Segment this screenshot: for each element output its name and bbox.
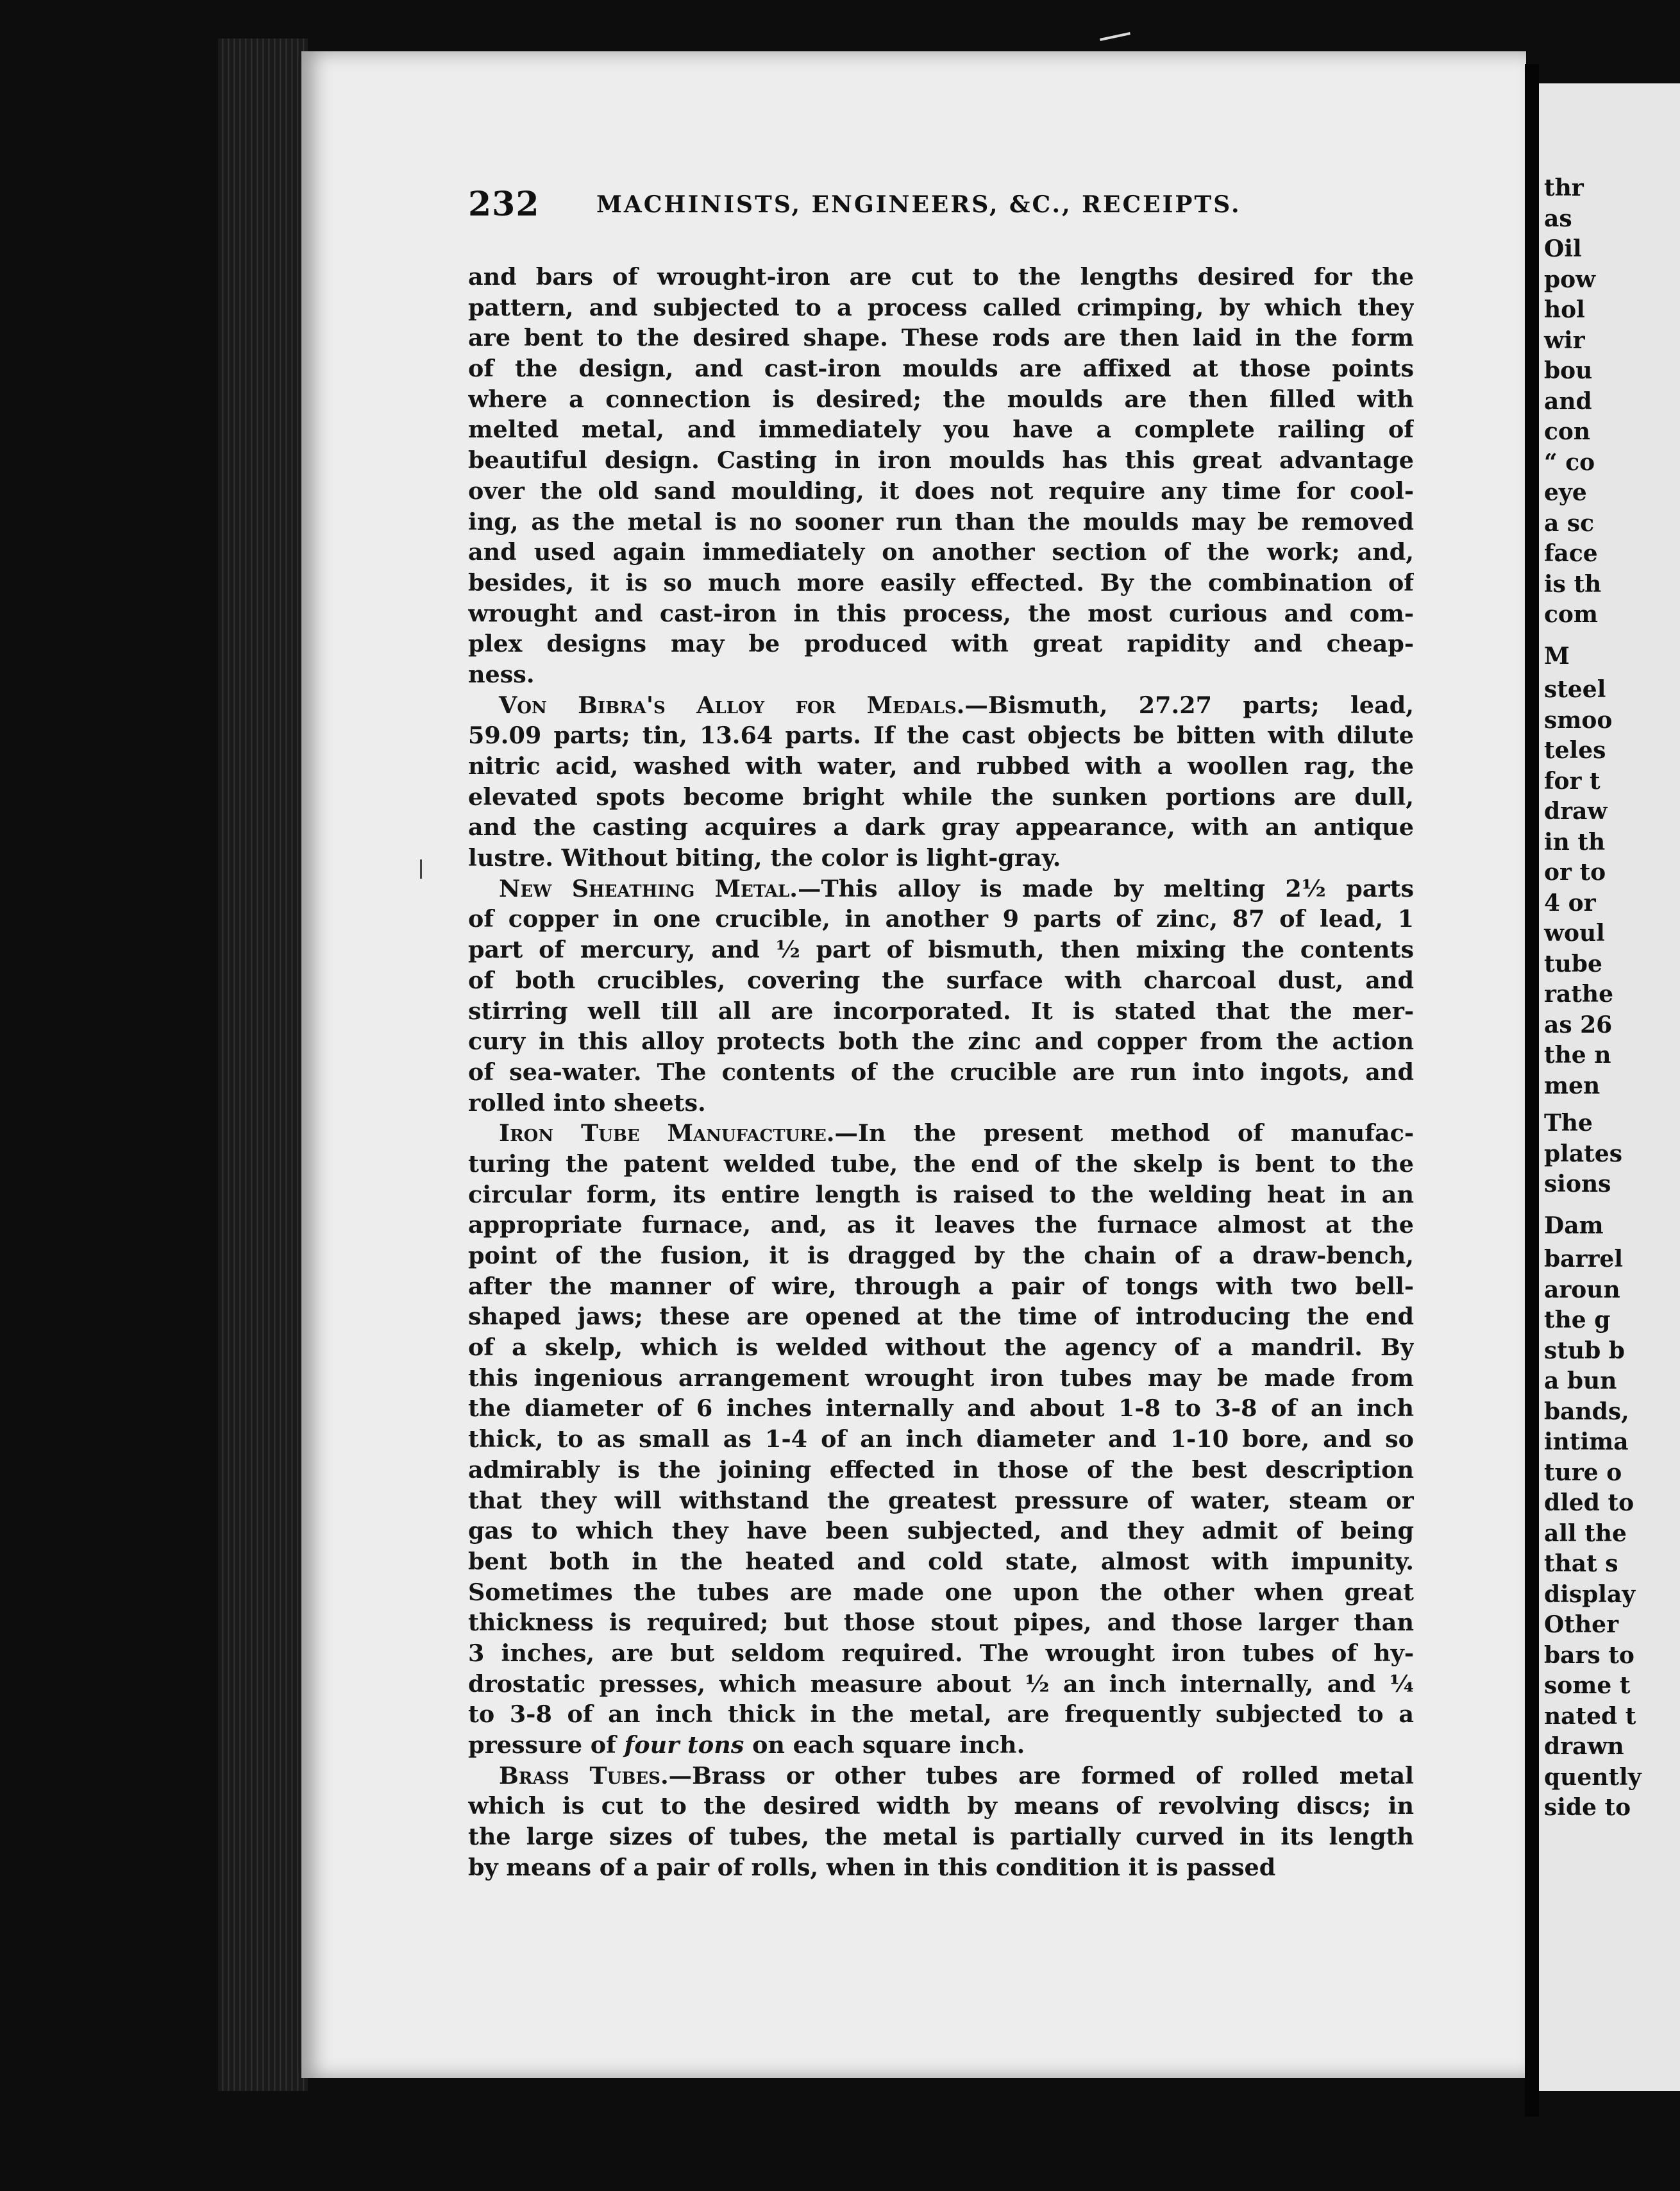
- text-line: by means of a pair of rolls, when in this condition it is passed: [468, 1853, 1276, 1881]
- text-line: the diameter of 6 inches internally and about 1-8 to 3-8 of an inch: [468, 1394, 1414, 1423]
- adjacent-page-fragment: and: [1544, 388, 1592, 415]
- adjacent-page-fragment: stub b: [1544, 1337, 1625, 1364]
- adjacent-page-fragment: the n: [1544, 1042, 1611, 1069]
- adjacent-page-fragment: eye: [1544, 479, 1587, 506]
- adjacent-page-fragment: 4 or: [1544, 890, 1596, 917]
- text-line: bent both in the heated and cold state, almost with impunity.: [468, 1547, 1414, 1575]
- text-line: nitric acid, washed with water, and rubbed with a woollen rag, the: [468, 752, 1414, 780]
- paragraph: [468, 690, 1414, 874]
- adjacent-page-fragment: the g: [1544, 1307, 1611, 1333]
- text-line: thick, to as small as 1-4 of an inch diameter and 1-10 bore, and so: [468, 1425, 1414, 1453]
- adjacent-page-fragment: steel: [1544, 676, 1606, 703]
- adjacent-page-fragment: as 26: [1544, 1011, 1613, 1038]
- adjacent-page: [1539, 83, 1680, 2091]
- text-line: and used again immediately on another section of the work; and,: [468, 538, 1414, 566]
- adjacent-page-fragment: The: [1544, 1110, 1593, 1137]
- text-line: over the old sand moulding, it does not require any time for cool-: [468, 477, 1414, 505]
- page-header: [468, 185, 1302, 230]
- adjacent-page-fragment: aroun: [1544, 1276, 1620, 1303]
- line-text: pressure of: [468, 1731, 625, 1759]
- text-line: thickness is required; but those stout pipes, and those larger than: [468, 1609, 1414, 1637]
- adjacent-page-fragment: draw: [1544, 798, 1608, 825]
- adjacent-page-fragment: con: [1544, 418, 1591, 445]
- adjacent-page-fragment: Oil: [1544, 235, 1582, 262]
- text-line: and the casting acquires a dark gray appearance, with an antique: [468, 813, 1414, 842]
- adjacent-page-fragment: that s: [1544, 1550, 1618, 1577]
- paragraph: [468, 874, 1414, 1119]
- text-line: turing the patent welded tube, the end of the skelp is bent to the: [468, 1149, 1414, 1178]
- adjacent-page-fragment: a sc: [1544, 510, 1595, 537]
- line-text: on each square inch.: [744, 1731, 1025, 1759]
- line-text: —Brass or other tubes are formed of rolled metal: [668, 1761, 1414, 1789]
- body-text: [468, 262, 1414, 1882]
- paragraph: [468, 1761, 1414, 1883]
- paragraph: [468, 262, 1414, 690]
- text-line: of a skelp, which is welded without the agency of a mandril. By: [468, 1333, 1414, 1362]
- running-head: MACHINISTS, ENGINEERS, &C., RECEIPTS.: [596, 191, 1241, 218]
- scan-mark: [1100, 32, 1130, 41]
- text-line: and bars of wrought-iron are cut to the lengths desired for the: [468, 263, 1414, 291]
- text-line: circular form, its entire length is raised to the welding heat in an: [468, 1180, 1414, 1208]
- text-line: stirring well till all are incorporated. It is stated that the mer-: [468, 997, 1414, 1025]
- line-text: —Bismuth, 27.27 parts; lead,: [964, 691, 1414, 719]
- text-line: [468, 690, 1414, 721]
- section-heading: Von Bibra's Alloy for Medals.: [499, 691, 965, 719]
- page-number: 232: [468, 185, 540, 224]
- text-line: appropriate furnace, and, as it leaves the furnace almost at the: [468, 1211, 1414, 1239]
- book-page-edges: [218, 38, 308, 2091]
- adjacent-page-fragment: Dam: [1544, 1212, 1604, 1239]
- text-line: elevated spots become bright while the sunken portions are dull,: [468, 782, 1414, 811]
- text-line: of copper in one crucible, in another 9 parts of zinc, 87 of lead, 1: [468, 905, 1414, 933]
- adjacent-page-fragment: woul: [1544, 920, 1605, 947]
- text-line: wrought and cast-iron in this process, the most curious and com-: [468, 599, 1414, 627]
- adjacent-page-fragment: barrel: [1544, 1246, 1624, 1273]
- text-line: 3 inches, are but seldom required. The wrought iron tubes of hy-: [468, 1639, 1414, 1667]
- text-line: [468, 1730, 1414, 1761]
- adjacent-page-fragment: ture o: [1544, 1459, 1622, 1486]
- adjacent-page-fragment: display: [1544, 1581, 1636, 1608]
- text-line: the large sizes of tubes, the metal is partially curved in its length: [468, 1823, 1414, 1851]
- adjacent-page-fragment: thr: [1544, 174, 1584, 201]
- text-line: rolled into sheets.: [468, 1088, 706, 1117]
- text-line: [468, 1761, 1414, 1791]
- text-line: gas to which they have been subjected, and they admit of being: [468, 1517, 1414, 1545]
- line-text: —This alloy is made by melting 2½ parts: [797, 874, 1414, 902]
- adjacent-page-fragment: in th: [1544, 829, 1606, 856]
- text-line: pattern, and subjected to a process called crimping, by which they: [468, 293, 1414, 321]
- adjacent-page-fragment: Other: [1544, 1611, 1619, 1638]
- adjacent-page-fragment: nated t: [1544, 1703, 1636, 1730]
- adjacent-page-fragment: smoo: [1544, 707, 1613, 734]
- text-line: [468, 1118, 1414, 1149]
- text-line: of the design, and cast-iron moulds are affixed at those points: [468, 355, 1414, 383]
- adjacent-page-fragment: all the: [1544, 1520, 1627, 1547]
- text-line: cury in this alloy protects both the zinc and copper from the action: [468, 1028, 1414, 1056]
- text-line: part of mercury, and ½ part of bismuth, then mixing the contents: [468, 936, 1414, 964]
- adjacent-page-fragment: wir: [1544, 327, 1585, 354]
- adjacent-page-fragment: M: [1544, 643, 1570, 670]
- adjacent-page-fragment: intima: [1544, 1428, 1629, 1455]
- adjacent-page-fragment: rathe: [1544, 981, 1613, 1008]
- adjacent-page-fragment: sions: [1544, 1171, 1611, 1197]
- text-line: 59.09 parts; tin, 13.64 parts. If the cast objects be bitten with dilute: [468, 722, 1414, 750]
- margin-mark: [420, 859, 422, 879]
- text-line: besides, it is so much more easily effected. By the combination of: [468, 568, 1414, 596]
- text-line: where a connection is desired; the moulds are then filled with: [468, 385, 1414, 413]
- adjacent-page-fragment: side to: [1544, 1794, 1631, 1821]
- text-line: of both crucibles, covering the surface with charcoal dust, and: [468, 966, 1414, 994]
- adjacent-page-fragment: com: [1544, 601, 1599, 628]
- text-line: that they will withstand the greatest pressure of water, steam or: [468, 1486, 1414, 1514]
- text-line: [468, 874, 1414, 904]
- adjacent-page-fragment: men: [1544, 1072, 1600, 1099]
- text-line: point of the fusion, it is dragged by the chain of a draw-bench,: [468, 1242, 1414, 1269]
- adjacent-page-fragment: hol: [1544, 296, 1585, 323]
- text-line: plex designs may be produced with great rapidity and cheap-: [468, 630, 1414, 658]
- text-line: this ingenious arrangement wrought iron tubes may be made from: [468, 1364, 1414, 1392]
- adjacent-page-fragment: bands,: [1544, 1398, 1629, 1425]
- text-line: melted metal, and immediately you have a complete railing of: [468, 416, 1414, 444]
- text-line: Sometimes the tubes are made one upon the other when great: [468, 1578, 1414, 1606]
- text-line: are bent to the desired shape. These rods are then laid in the form: [468, 324, 1414, 352]
- adjacent-page-fragment: tube: [1544, 951, 1602, 977]
- adjacent-page-fragment: “ co: [1544, 449, 1595, 476]
- text-line: admirably is the joining effected in those of the best description: [468, 1455, 1414, 1484]
- paragraph: [468, 1118, 1414, 1760]
- text-line: ness.: [468, 660, 535, 688]
- section-heading: Iron Tube Manufacture.: [499, 1119, 835, 1147]
- italic-text: four tons: [624, 1731, 744, 1759]
- adjacent-page-fragment: quently: [1544, 1764, 1642, 1791]
- text-line: shaped jaws; these are opened at the time of introducing the end: [468, 1303, 1414, 1331]
- section-heading: New Sheathing Metal.: [499, 874, 798, 902]
- text-line: to 3-8 of an inch thick in the metal, are frequently subjected to a: [468, 1700, 1414, 1729]
- adjacent-page-fragment: bou: [1544, 357, 1593, 384]
- book-gutter: [1525, 64, 1539, 2117]
- adjacent-page-fragment: for t: [1544, 768, 1600, 795]
- text-line: after the manner of wire, through a pair of tongs with two bell-: [468, 1272, 1414, 1300]
- adjacent-page-fragment: or to: [1544, 859, 1606, 886]
- line-text: —In the present method of manufac-: [834, 1119, 1414, 1147]
- text-line: ing, as the metal is no sooner run than the moulds may be removed: [468, 507, 1414, 536]
- text-line: lustre. Without biting, the color is light-gray.: [468, 844, 1061, 872]
- text-line: beautiful design. Casting in iron moulds has this great advantage: [468, 446, 1414, 475]
- text-line: which is cut to the desired width by means of revolving discs; in: [468, 1792, 1414, 1820]
- section-heading: Brass Tubes.: [499, 1761, 669, 1789]
- text-line: drostatic presses, which measure about ½ an inch internally, and ¼: [468, 1670, 1414, 1698]
- adjacent-page-fragment: plates: [1544, 1140, 1622, 1167]
- text-line: of sea-water. The contents of the crucible are run into ingots, and: [468, 1058, 1414, 1086]
- adjacent-page-fragment: is th: [1544, 571, 1602, 598]
- adjacent-page-fragment: bars to: [1544, 1642, 1634, 1669]
- adjacent-page-fragment: as: [1544, 205, 1572, 232]
- adjacent-page-fragment: face: [1544, 540, 1598, 567]
- adjacent-page-fragment: a bun: [1544, 1367, 1617, 1394]
- adjacent-page-fragment: teles: [1544, 737, 1606, 764]
- adjacent-page-fragment: drawn: [1544, 1733, 1624, 1760]
- adjacent-page-fragment: dled to: [1544, 1489, 1634, 1516]
- adjacent-page-fragment: pow: [1544, 266, 1596, 293]
- adjacent-page-fragment: some t: [1544, 1672, 1631, 1699]
